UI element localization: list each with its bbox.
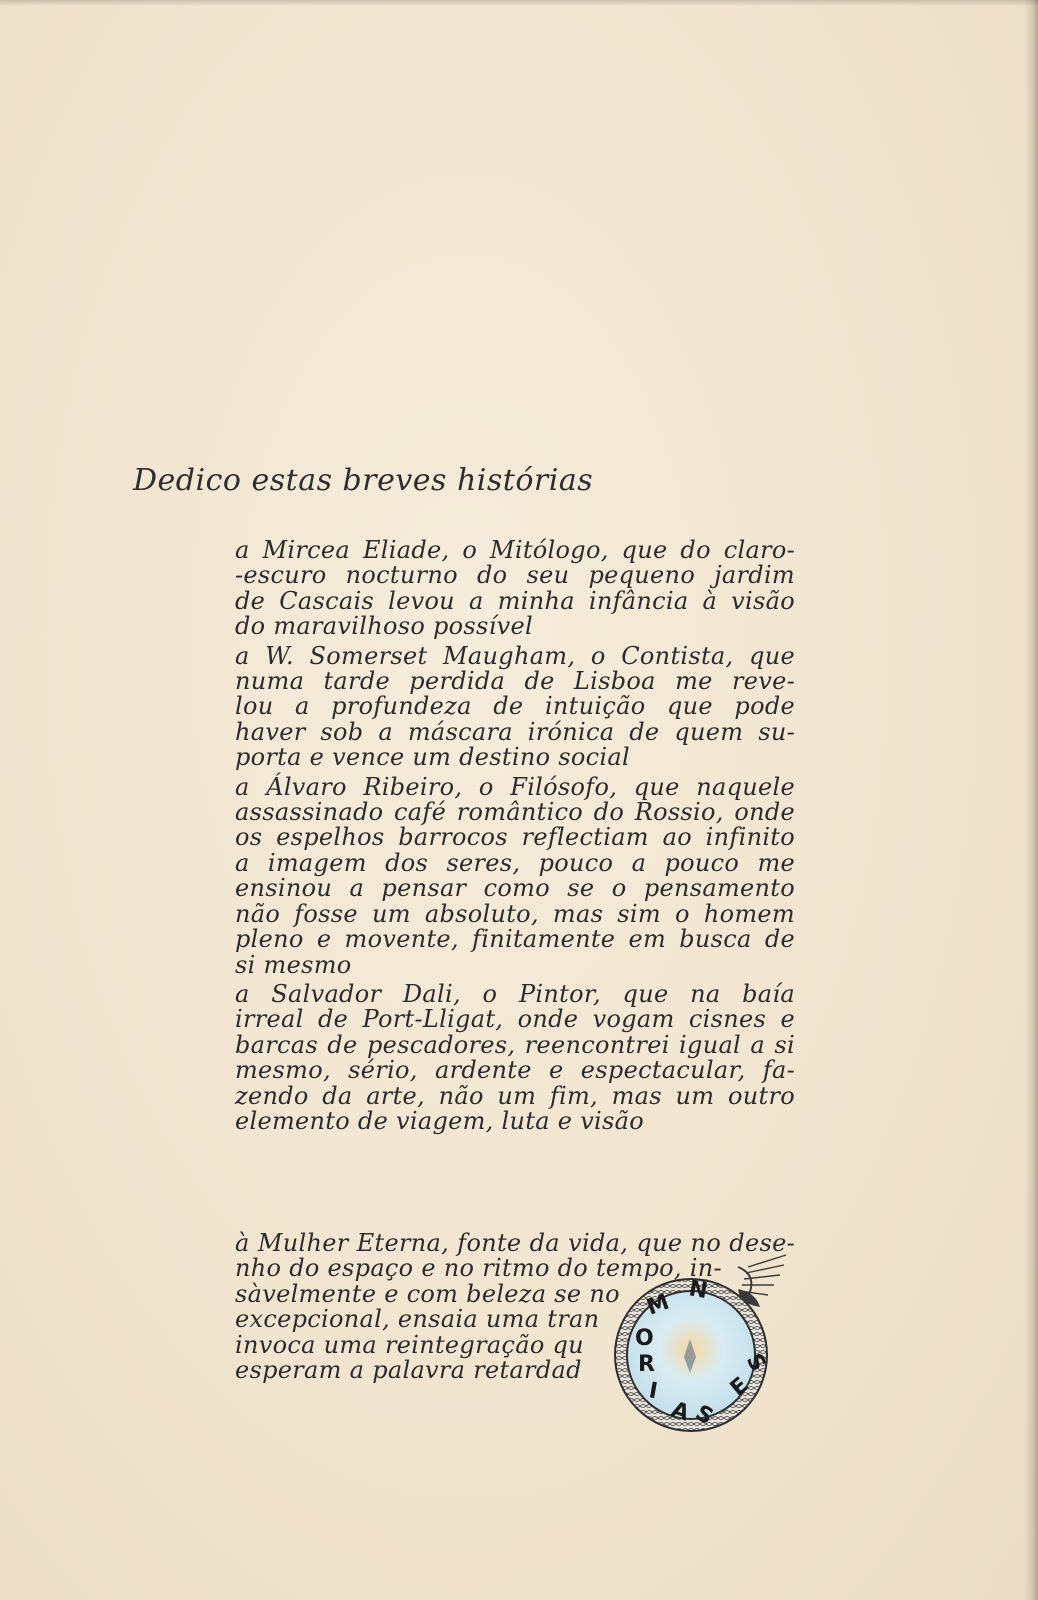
text-line: à Mulher Eterna, fonte da vida, que no dese-	[235, 1229, 795, 1257]
text-line: os espelhos barrocos reflectiam ao infinito	[235, 823, 795, 852]
text-line: sàvelmente e com beleza se no	[235, 1279, 620, 1308]
seal-letter: A	[667, 1397, 693, 1427]
text-line: excepcional, ensaia uma tran	[235, 1305, 600, 1334]
text-line: porta e vence um destino social	[235, 743, 630, 772]
ouroboros-seal-logo	[598, 1247, 788, 1437]
text-line: mesmo, sério, ardente e espectacular, fa-	[235, 1056, 795, 1085]
seal-letter: S	[740, 1349, 771, 1376]
text-line: numa tarde perdida de Lisboa me reve-	[235, 667, 795, 696]
text-line: nho do espaço e no ritmo do tempo, in-	[235, 1254, 722, 1283]
text-line: pleno e movente, finitamente em busca de	[235, 925, 795, 954]
dedication-title: Dedico estas breves histórias	[133, 463, 594, 498]
seal-letter: S	[691, 1400, 718, 1431]
text-line: não fosse um absoluto, mas sim o homem	[235, 899, 795, 928]
text-line: ensinou a pensar como se o pensamento	[235, 874, 795, 903]
seal-letter: I	[646, 1378, 660, 1405]
stanza-eliade	[235, 538, 795, 640]
wing-icon	[738, 1255, 786, 1297]
text-line: a Salvador Dali, o Pintor, que na baía	[235, 979, 795, 1008]
text-line: a Álvaro Ribeiro, o Filósofo, que naquele	[235, 772, 795, 801]
seal-letter: O	[635, 1326, 654, 1351]
text-line: elemento de viagem, luta e visão	[235, 1106, 644, 1135]
seal-letter: E	[725, 1372, 754, 1402]
text-line: lou a profundeza de intuição que pode	[235, 692, 795, 721]
text-line: irreal de Port-Lligat, onde vogam cisnes e	[235, 1005, 795, 1034]
seal-letter: R	[638, 1352, 655, 1377]
dedication-body	[235, 538, 795, 1138]
seal-letter: M	[643, 1289, 673, 1321]
page-top-shadow	[0, 0, 1038, 6]
stanza-dali	[235, 979, 795, 1135]
text-line: de Cascais levou a minha infância à visão	[235, 586, 795, 615]
text-line: haver sob a máscara irónica de quem su-	[235, 717, 795, 746]
stanza-maugham	[235, 641, 795, 772]
text-line: assassinado café romântico do Rossio, onde	[235, 798, 795, 827]
page-right-edge-shadow	[1024, 0, 1038, 1600]
text-line: zendo da arte, não um fim, mas um outro	[235, 1081, 795, 1110]
text-line: do maravilhoso possível	[235, 612, 533, 641]
text-line: barcas de pescadores, reencontrei igual a si	[235, 1030, 795, 1059]
text-line: invoca uma reintegração qu	[235, 1330, 584, 1359]
text-line: si mesmo	[235, 950, 352, 979]
text-line: -escuro nocturno do seu pequeno jardim	[235, 561, 795, 590]
text-line: esperam a palavra retardad	[235, 1356, 582, 1385]
seal-letter: N	[686, 1276, 710, 1305]
text-line: a Mircea Eliade, o Mitólogo, que do claro-	[235, 536, 795, 564]
stanza-ribeiro	[235, 772, 795, 979]
text-line: a W. Somerset Maugham, o Contista, que	[235, 641, 795, 670]
text-line: a imagem dos seres, pouco a pouco me	[235, 848, 795, 877]
